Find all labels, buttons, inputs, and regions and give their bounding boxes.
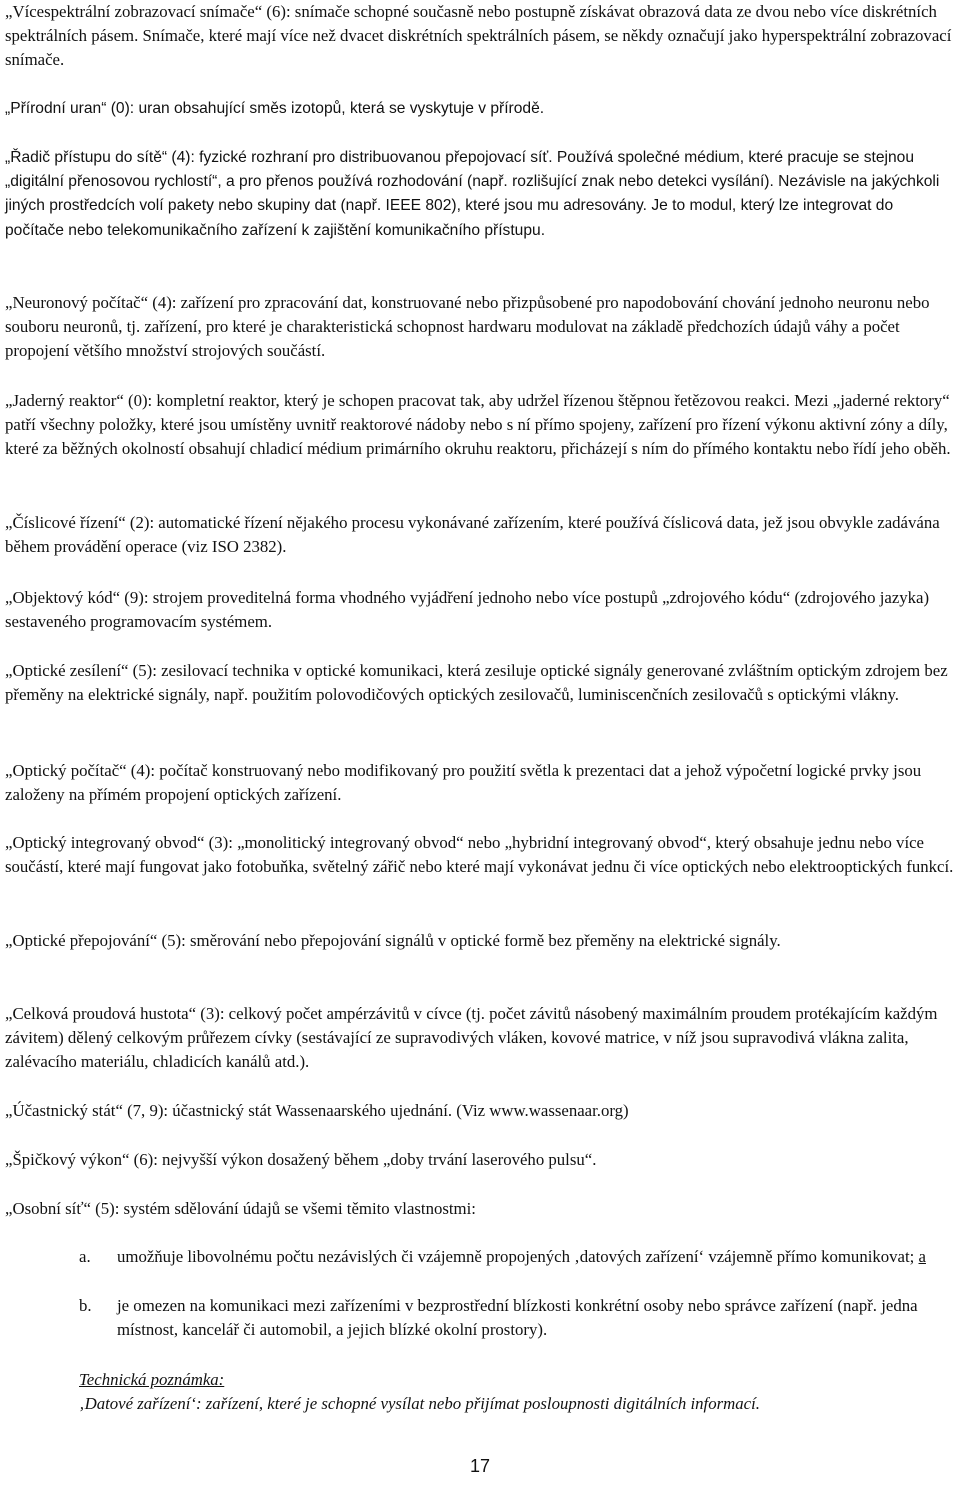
definition-peak-power: „Špičkový výkon“ (6): nejvyšší výkon dosažený během „doby trvání laserového pulsu“. (5, 1150, 597, 1169)
definition-personal-area-network: „Osobní síť“ (5): systém sdělování údajů se všemi těmito vlastnostmi: (5, 1199, 476, 1218)
definition-optical-switching: „Optické přepojování“ (5): směrování nebo přepojování signálů v optické formě bez přeměny na elektrické signály. (5, 931, 781, 950)
list-item-text (117, 1294, 959, 1342)
list-item-underlined-tail: a (918, 1247, 926, 1266)
page-number: 17 (469, 1456, 491, 1476)
definition-numerical-control: „Číslicové řízení“ (2): automatické řízení nějakého procesu vykonávané zařízením, které používá číslicová data, jež jsou obvykle zadávána během provádění operace (viz ISO 2382). (5, 513, 940, 557)
list-item-body: umožňuje libovolnému počtu nezávislých či vzájemně propojených ‚datových zařízení‘ vzájemně přímo komunikovat; (117, 1247, 919, 1266)
technical-note-title: Technická poznámka: (79, 1370, 225, 1389)
list-item-body: je omezen na komunikaci mezi zařízeními v bezprostřední blízkosti konkrétní osoby nebo správce zařízení (např. jedna místnost, kancelář či automobil, a jejich blízké okolní prostory). (117, 1296, 918, 1340)
definition-neural-computer: „Neuronový počítač“ (4): zařízení pro zpracování dat, konstruované nebo přizpůsobené pro napodobování chování jednoho neuronu nebo souboru neuronů, tj. zařízení, pro které je charakteristická schopnost hardwaru modulovat na základě předchozích údajů váhy a počet propojení většího množství strojových součástí. (5, 293, 930, 361)
definition-participating-state: „Účastnický stát“ (7, 9): účastnický stát Wassenaarského ujednání. (Viz www.wassenaar.org) (5, 1101, 629, 1120)
list-marker: a. (79, 1247, 91, 1266)
definition-multispectral-imaging-sensors: „Vícespektrální zobrazovací snímače“ (6): snímače schopné současně nebo postupně získávat obrazová data ze dvou nebo více diskrétních spektrálních pásem. Snímače, které mají více než dvacet diskrétních spektrálních pásem, se někdy označují jako hyperspektrální zobrazovací snímače. (5, 2, 952, 70)
definition-nuclear-reactor: „Jaderný reaktor“ (0): kompletní reaktor, který je schopen pracovat tak, aby udržel řízenou štěpnou řetězovou reakci. Mezi „jaderné rektory“ patří všechny položky, které jsou umístěny uvnitř reaktorové nádoby nebo s ní přímo spojeny, zařízení pro řízení výkonu aktivní zóny a díly, které za běžných okolností obsahují chladicí médium primárního okruhu reaktoru, přicházejí s ním do přímého kontaktu nebo řídí jeho oběh. (5, 391, 951, 459)
definition-optical-amplification: „Optické zesílení“ (5): zesilovací technika v optické komunikaci, která zesiluje optické signály generované zvláštním optickým zdrojem bez přeměny na elektrické signály, např. použitím polovodičových optických zesilovačů, luminiscenčních zesilovačů s optickými vlákny. (5, 661, 948, 705)
definition-optical-computer: „Optický počítač“ (4): počítač konstruovaný nebo modifikovaný pro použití světla k prezentaci dat a jehož výpočetní logické prvky jsou založeny na přímém propojení optických zařízení. (5, 761, 922, 805)
definition-object-code: „Objektový kód“ (9): strojem proveditelná forma vhodného vyjádření jednoho nebo více postupů „zdrojového kódu“ (zdrojového jazyka) sestaveného programovacím systémem. (5, 588, 930, 632)
list-marker: b. (79, 1296, 92, 1315)
list-item-text (117, 1245, 959, 1269)
definition-natural-uranium: „Přírodní uran“ (0): uran obsahující směs izotopů, která se vyskytuje v přírodě. (5, 100, 545, 117)
definition-overall-current-density: „Celková proudová hustota“ (3): celkový počet ampérzávitů v cívce (tj. počet závitů násobený maximálním proudem protékajícím každým závitem) dělený celkovým průřezem cívky (sestávající ze supravodivých vláken, kovové matrice, v níž jsou supravodivá vlákna zalita, zalévacího materiálu, chladicích kanálů atd.). (5, 1004, 938, 1072)
definition-optical-integrated-circuit: „Optický integrovaný obvod“ (3): „monolitický integrovaný obvod“ nebo „hybridní integrovaný obvod“, který obsahuje jednu nebo více součástí, které mají fungovat jako fotobuňka, světelný zářič nebo které mají vykonávat jednu či více optických nebo elektrooptických funkcí. (5, 833, 954, 877)
technical-note-text: ‚Datové zařízení‘: zařízení, které je schopné vysílat nebo přijímat posloupnosti digitálních informací. (79, 1394, 760, 1413)
definition-network-access-controller: „Řadič přístupu do sítě“ (4): fyzické rozhraní pro distribuovanou přepojovací síť. Používá společné médium, které pracuje se stejnou „digitální přenosovou rychlostí“, a pro přenos používá rozhodování (např. rozlišující znak nebo detekci vysílání). Nezávisle na jakýchkoli jiných prostředcích volí pakety nebo skupiny dat (např. IEEE 802), které jsou mu adresovány. Je to modul, který lze integrovat do počítače nebo telekomunikačního zařízení k zajištění komunikačního přístupu. (5, 149, 940, 239)
